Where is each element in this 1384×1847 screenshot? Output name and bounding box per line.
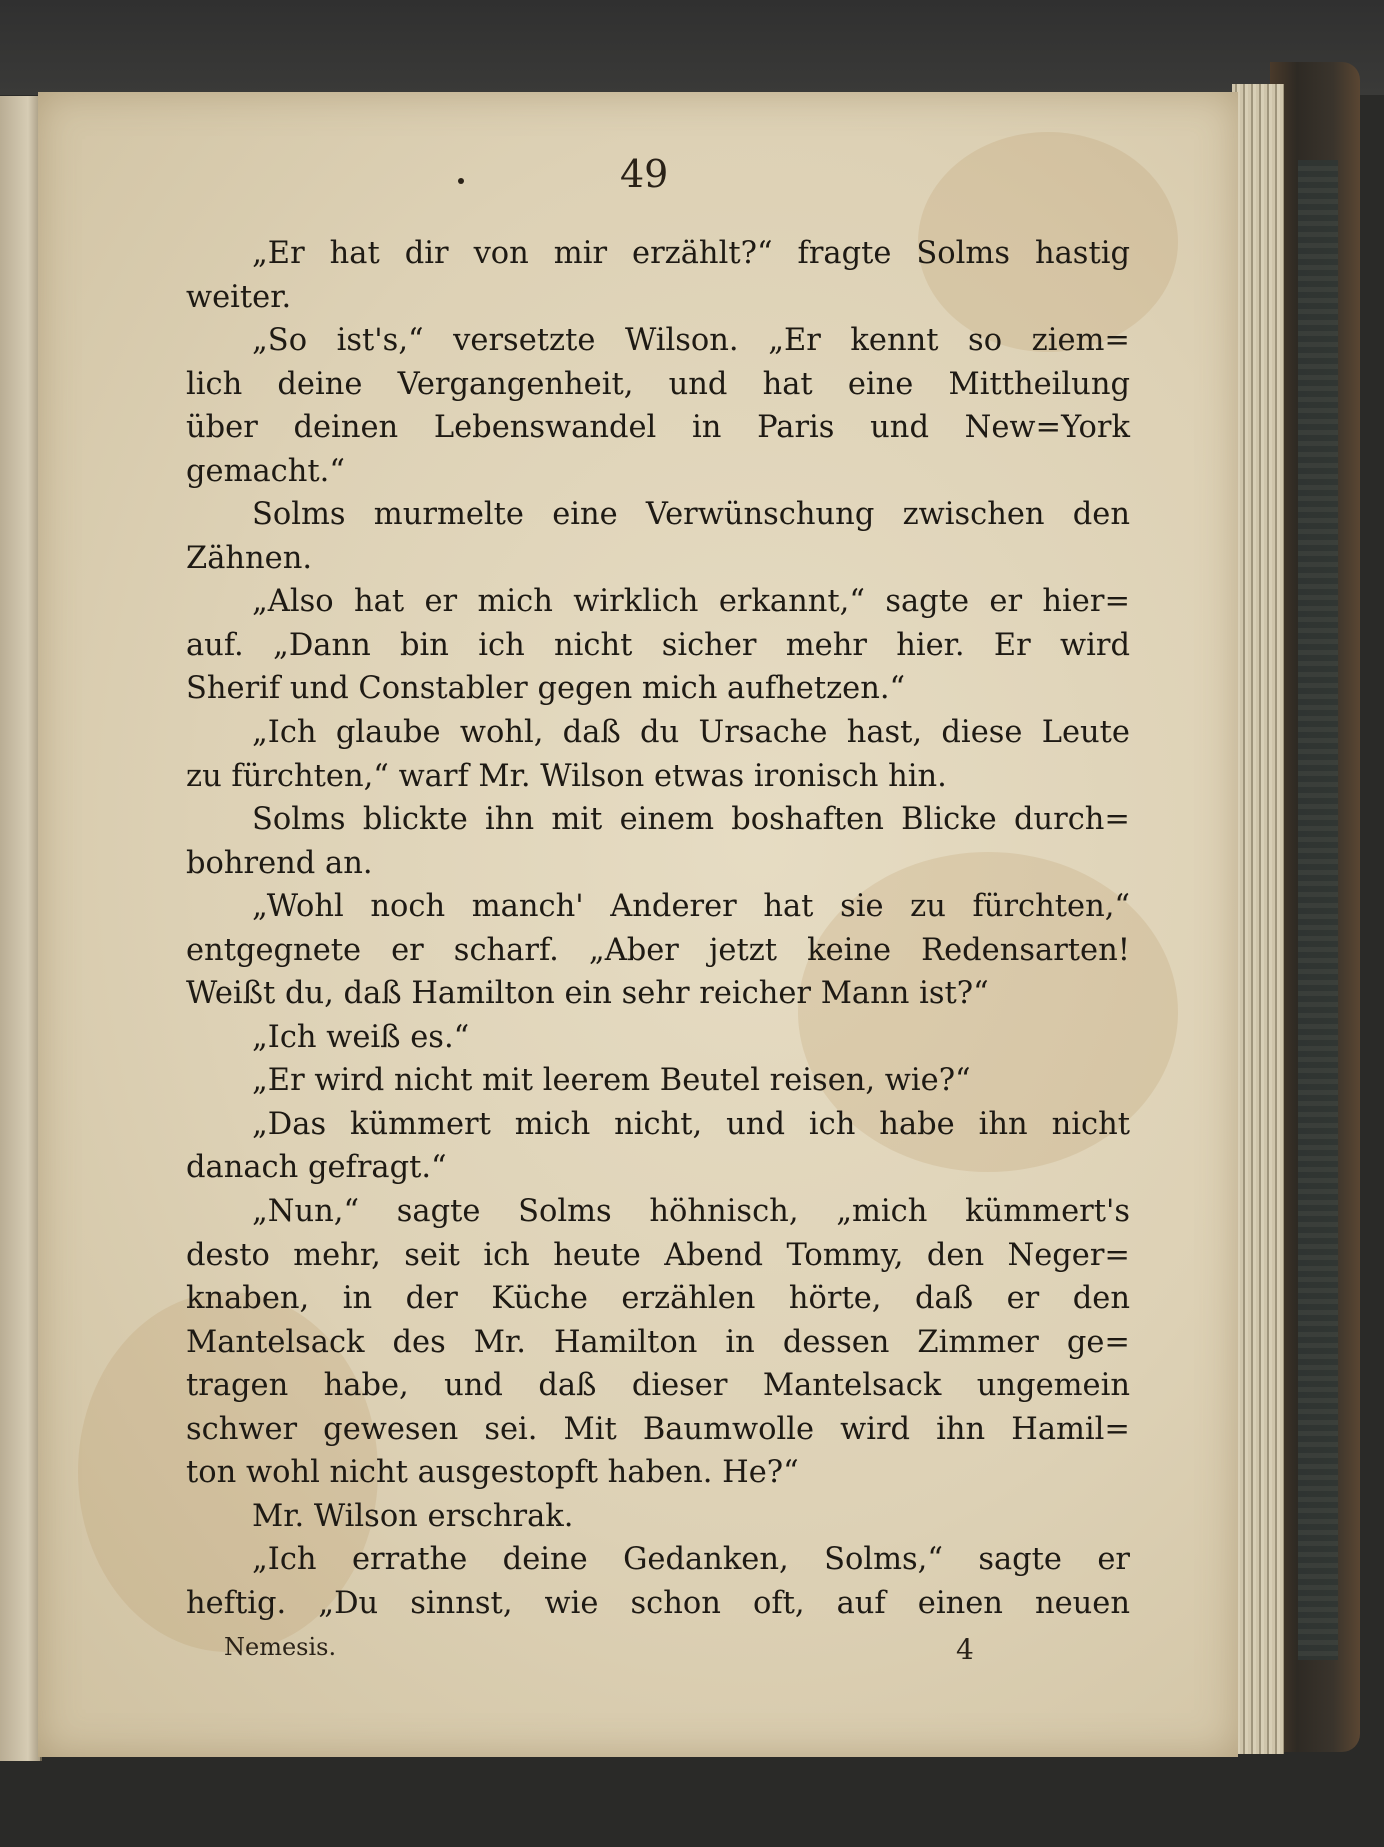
- text-line: Weißt du, daß Hamilton ein sehr reicher Mann ist?“: [186, 976, 989, 1012]
- text-line: Mantelsack des Mr. Hamilton in dessen Zimmer ge=: [186, 1324, 1130, 1360]
- text-line: gemacht.“: [186, 453, 345, 489]
- text-line: Solms blickte ihn mit einem boshaften Blicke durch=: [252, 802, 1130, 838]
- facing-page-edge: [0, 96, 42, 1761]
- text-line: „Er hat dir von mir erzählt?“ fragte Solms hastig: [252, 236, 1130, 271]
- signature-mark: Nemesis.: [224, 1633, 337, 1661]
- text-line: „Also hat er mich wirklich erkannt,“ sagte er hier=: [252, 584, 1130, 620]
- text-line: Solms murmelte eine Verwünschung zwischen den: [252, 497, 1130, 533]
- text-line: Sherif und Constabler gegen mich aufhetzen.“: [186, 671, 906, 707]
- text-line: „Er wird nicht mit leerem Beutel reisen, wie?“: [252, 1063, 971, 1099]
- backdrop: [0, 0, 1384, 95]
- text-line: knaben, in der Küche erzählen hörte, daß er den: [186, 1281, 1130, 1317]
- page-edges: [1232, 84, 1284, 1754]
- text-line: ton wohl nicht ausgestopft haben. He?“: [186, 1455, 799, 1491]
- gathering-number: 4: [956, 1633, 974, 1666]
- text-line: zu fürchten,“ warf Mr. Wilson etwas ironisch hin.: [186, 758, 947, 794]
- text-line: heftig. „Du sinnst, wie schon oft, auf einen neuen: [186, 1585, 1130, 1621]
- text-line: entgegnete er scharf. „Aber jetzt keine Redensarten!: [186, 932, 1130, 968]
- text-line: „Ich errathe deine Gedanken, Solms,“ sagte er: [252, 1542, 1130, 1578]
- text-line: tragen habe, und daß dieser Mantelsack ungemein: [186, 1368, 1130, 1404]
- text-line: schwer gewesen sei. Mit Baumwolle wird ihn Hamil=: [186, 1411, 1130, 1447]
- page-footer: [186, 1633, 1130, 1673]
- text-line: danach gefragt.“: [186, 1150, 447, 1186]
- ink-dot: [458, 178, 464, 184]
- text-line: über deinen Lebenswandel in Paris und New=York: [186, 410, 1130, 446]
- text-line: bohrend an.: [186, 845, 373, 881]
- text-line: „Nun,“ sagte Solms höhnisch, „mich kümmert's: [252, 1194, 1130, 1230]
- page-number: 49: [620, 152, 669, 196]
- text-line: Mr. Wilson erschrak.: [252, 1498, 574, 1534]
- text-line: weiter.: [186, 279, 292, 315]
- text-line: „So ist's,“ versetzte Wilson. „Er kennt so ziem=: [252, 323, 1130, 359]
- text-line: Zähnen.: [186, 540, 313, 576]
- text-line: lich deine Vergangenheit, und hat eine Mittheilung: [186, 366, 1130, 402]
- text-line: „Wohl noch manch' Anderer hat sie zu fürchten,“: [252, 889, 1130, 925]
- text-line: „Ich weiß es.“: [252, 1019, 470, 1055]
- text-line: auf. „Dann bin ich nicht sicher mehr hier. Er wird: [186, 627, 1130, 663]
- text-line: desto mehr, seit ich heute Abend Tommy, den Neger=: [186, 1237, 1130, 1273]
- text-line: „Ich glaube wohl, daß du Ursache hast, diese Leute: [252, 715, 1130, 751]
- text-line: „Das kümmert mich nicht, und ich habe ihn nicht: [252, 1106, 1130, 1142]
- body-text: [186, 232, 1130, 1626]
- cover-texture: [1298, 160, 1338, 1660]
